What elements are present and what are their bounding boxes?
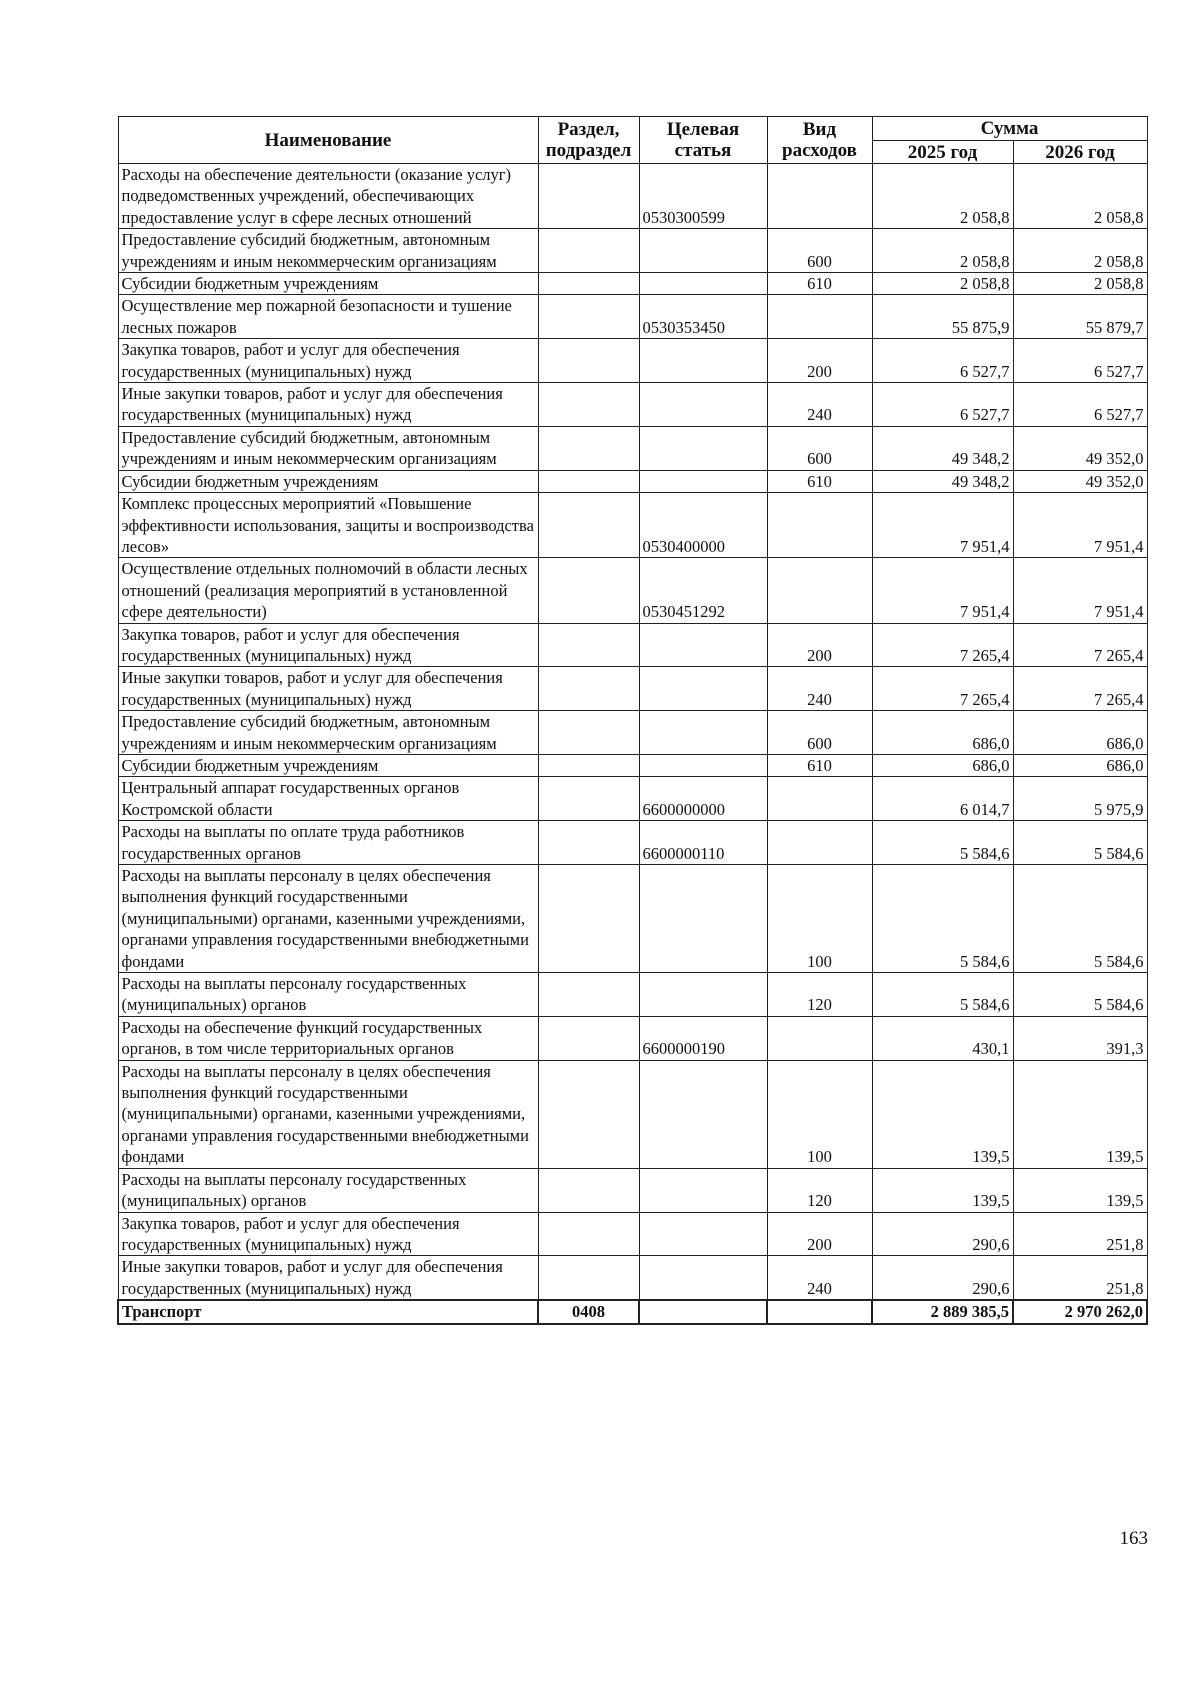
row-target-cell [639,470,767,492]
header-kind: Вид расходов [767,117,872,164]
row-target-cell [639,865,767,973]
row-section-cell [538,493,639,558]
row-target-cell: 0530400000 [639,493,767,558]
table-header [118,117,1147,164]
row-section-cell [538,295,639,339]
row-kind-cell: 610 [767,470,872,492]
row-name-cell: Расходы на выплаты персоналу в целях обеспечения выполнения функций государственными (муниципальными) органами, казенными учреждениями, органами управления государственными внебюджетными фондами [118,1060,538,1168]
table-row [118,1060,1147,1168]
row-kind-cell: 600 [767,229,872,273]
row-section-cell [538,777,639,821]
row-sum-2025-cell: 6 527,7 [872,383,1013,427]
row-name-cell: Расходы на выплаты персоналу государственных (муниципальных) органов [118,1168,538,1212]
row-sum-2025-cell: 686,0 [872,711,1013,755]
row-name-cell: Центральный аппарат государственных органов Костромской области [118,777,538,821]
row-section-cell [538,821,639,865]
row-sum-2025-cell: 290,6 [872,1212,1013,1256]
row-sum-2025-cell: 55 875,9 [872,295,1013,339]
table-row [118,164,1147,229]
row-name-cell: Иные закупки товаров, работ и услуг для обеспечения государственных (муниципальных) нужд [118,383,538,427]
row-sum-2026-cell: 7 265,4 [1013,667,1147,711]
row-name-cell: Транспорт [118,1300,538,1323]
row-sum-2026-cell: 7 951,4 [1013,558,1147,623]
row-section-cell [538,667,639,711]
header-section: Раздел, подраздел [538,117,639,164]
row-section-cell [538,339,639,383]
row-sum-2025-cell: 5 584,6 [872,865,1013,973]
row-target-cell [639,711,767,755]
table-row [118,273,1147,295]
row-sum-2026-cell: 686,0 [1013,711,1147,755]
row-kind-cell: 240 [767,667,872,711]
row-target-cell [639,973,767,1017]
row-target-cell [639,1168,767,1212]
row-kind-cell [767,164,872,229]
row-name-cell: Расходы на выплаты по оплате труда работников государственных органов [118,821,538,865]
row-sum-2025-cell: 6 014,7 [872,777,1013,821]
row-target-cell [639,273,767,295]
table-row [118,383,1147,427]
row-sum-2025-cell: 2 058,8 [872,273,1013,295]
row-sum-2025-cell: 2 058,8 [872,164,1013,229]
row-kind-cell [767,1016,872,1060]
row-kind-cell: 120 [767,1168,872,1212]
row-target-cell [639,1212,767,1256]
row-sum-2026-cell: 49 352,0 [1013,426,1147,470]
header-sum: Сумма [872,117,1147,141]
row-sum-2025-cell: 5 584,6 [872,973,1013,1017]
table-row [118,711,1147,755]
row-target-cell: 6600000000 [639,777,767,821]
row-kind-cell [767,295,872,339]
table-row [118,1256,1147,1300]
row-name-cell: Предоставление субсидий бюджетным, автономным учреждениям и иным некоммерческим организациям [118,426,538,470]
table-row [118,623,1147,667]
table-row [118,493,1147,558]
row-section-cell [538,1212,639,1256]
row-kind-cell: 100 [767,865,872,973]
row-name-cell: Иные закупки товаров, работ и услуг для обеспечения государственных (муниципальных) нужд [118,667,538,711]
row-target-cell: 0530451292 [639,558,767,623]
row-sum-2026-cell: 49 352,0 [1013,470,1147,492]
row-sum-2025-cell: 290,6 [872,1256,1013,1300]
row-sum-2026-cell: 391,3 [1013,1016,1147,1060]
table-total-row [118,1300,1147,1323]
row-name-cell: Закупка товаров, работ и услуг для обеспечения государственных (муниципальных) нужд [118,623,538,667]
table-row [118,295,1147,339]
header-year-2025: 2025 год [872,141,1013,164]
row-kind-cell [767,777,872,821]
table-body [118,164,1147,1324]
row-target-cell [639,339,767,383]
row-sum-2026-cell: 5 584,6 [1013,973,1147,1017]
table-row [118,777,1147,821]
row-sum-2026-cell: 251,8 [1013,1212,1147,1256]
row-name-cell: Закупка товаров, работ и услуг для обеспечения государственных (муниципальных) нужд [118,339,538,383]
row-kind-cell [767,558,872,623]
row-sum-2026-cell: 5 584,6 [1013,865,1147,973]
row-name-cell: Закупка товаров, работ и услуг для обеспечения государственных (муниципальных) нужд [118,1212,538,1256]
row-kind-cell: 120 [767,973,872,1017]
row-target-cell: 0530353450 [639,295,767,339]
row-sum-2025-cell: 2 058,8 [872,229,1013,273]
table-row [118,558,1147,623]
row-section-cell [538,164,639,229]
table-row [118,821,1147,865]
row-sum-2026-cell: 2 058,8 [1013,273,1147,295]
row-kind-cell: 200 [767,1212,872,1256]
table-row [118,426,1147,470]
table-row [118,667,1147,711]
row-section-cell [538,1168,639,1212]
table-row [118,470,1147,492]
row-sum-2026-cell: 2 970 262,0 [1013,1300,1147,1323]
row-kind-cell [767,493,872,558]
row-target-cell [639,1060,767,1168]
row-section-cell [538,426,639,470]
row-sum-2025-cell: 7 951,4 [872,558,1013,623]
page-number: 163 [1119,1528,1148,1549]
row-sum-2025-cell: 6 527,7 [872,339,1013,383]
row-kind-cell: 200 [767,339,872,383]
row-kind-cell: 100 [767,1060,872,1168]
row-section-cell [538,1256,639,1300]
row-sum-2026-cell: 5 584,6 [1013,821,1147,865]
row-name-cell: Расходы на обеспечение функций государственных органов, в том числе территориальных органов [118,1016,538,1060]
table-row [118,229,1147,273]
row-name-cell: Субсидии бюджетным учреждениям [118,470,538,492]
table-row [118,339,1147,383]
row-target-cell [639,383,767,427]
row-sum-2026-cell: 5 975,9 [1013,777,1147,821]
table-row [118,1212,1147,1256]
row-kind-cell: 610 [767,273,872,295]
row-section-cell [538,383,639,427]
row-sum-2025-cell: 5 584,6 [872,821,1013,865]
header-target: Целевая статья [639,117,767,164]
row-sum-2026-cell: 251,8 [1013,1256,1147,1300]
row-section-cell [538,1060,639,1168]
budget-table [117,116,1148,1325]
row-section-cell [538,229,639,273]
header-year-2026: 2026 год [1013,141,1147,164]
row-target-cell [639,1300,767,1323]
row-target-cell: 6600000190 [639,1016,767,1060]
row-section-cell [538,273,639,295]
row-name-cell: Предоставление субсидий бюджетным, автономным учреждениям и иным некоммерческим организациям [118,229,538,273]
row-sum-2026-cell: 2 058,8 [1013,229,1147,273]
row-kind-cell: 600 [767,426,872,470]
row-sum-2026-cell: 6 527,7 [1013,383,1147,427]
row-section-cell [538,711,639,755]
row-section-cell [538,558,639,623]
row-kind-cell: 610 [767,754,872,776]
row-sum-2025-cell: 49 348,2 [872,470,1013,492]
row-section-cell: 0408 [538,1300,639,1323]
row-name-cell: Комплекс процессных мероприятий «Повышение эффективности использования, защиты и воспроизводства лесов» [118,493,538,558]
row-target-cell [639,229,767,273]
row-sum-2026-cell: 55 879,7 [1013,295,1147,339]
row-section-cell [538,623,639,667]
row-target-cell [639,623,767,667]
row-sum-2026-cell: 139,5 [1013,1060,1147,1168]
row-target-cell [639,426,767,470]
row-kind-cell: 240 [767,1256,872,1300]
row-target-cell [639,1256,767,1300]
row-target-cell: 0530300599 [639,164,767,229]
row-section-cell [538,1016,639,1060]
row-target-cell [639,667,767,711]
row-sum-2026-cell: 7 951,4 [1013,493,1147,558]
row-section-cell [538,865,639,973]
row-name-cell: Осуществление мер пожарной безопасности и тушение лесных пожаров [118,295,538,339]
row-sum-2025-cell: 7 265,4 [872,667,1013,711]
row-section-cell [538,470,639,492]
row-sum-2025-cell: 49 348,2 [872,426,1013,470]
row-section-cell [538,973,639,1017]
table-row [118,973,1147,1017]
row-sum-2026-cell: 139,5 [1013,1168,1147,1212]
table-row [118,1016,1147,1060]
header-name: Наименование [118,117,538,164]
table-row [118,865,1147,973]
row-sum-2025-cell: 139,5 [872,1060,1013,1168]
row-sum-2026-cell: 6 527,7 [1013,339,1147,383]
row-name-cell: Расходы на выплаты персоналу в целях обеспечения выполнения функций государственными (муниципальными) органами, казенными учреждениями, органами управления государственными внебюджетными фондами [118,865,538,973]
table-row [118,1168,1147,1212]
row-sum-2025-cell: 686,0 [872,754,1013,776]
row-name-cell: Расходы на обеспечение деятельности (оказание услуг) подведомственных учреждений, обеспечивающих предоставление услуг в сфере лесных отношений [118,164,538,229]
row-name-cell: Субсидии бюджетным учреждениям [118,754,538,776]
row-kind-cell: 240 [767,383,872,427]
table-row [118,754,1147,776]
row-sum-2025-cell: 2 889 385,5 [872,1300,1013,1323]
row-name-cell: Осуществление отдельных полномочий в области лесных отношений (реализация мероприятий в установленной сфере деятельности) [118,558,538,623]
row-name-cell: Расходы на выплаты персоналу государственных (муниципальных) органов [118,973,538,1017]
row-target-cell [639,754,767,776]
row-sum-2025-cell: 7 265,4 [872,623,1013,667]
row-kind-cell: 200 [767,623,872,667]
row-target-cell: 6600000110 [639,821,767,865]
row-kind-cell: 600 [767,711,872,755]
row-kind-cell [767,821,872,865]
row-sum-2025-cell: 7 951,4 [872,493,1013,558]
row-kind-cell [767,1300,872,1323]
row-sum-2026-cell: 7 265,4 [1013,623,1147,667]
row-sum-2026-cell: 686,0 [1013,754,1147,776]
row-section-cell [538,754,639,776]
row-name-cell: Предоставление субсидий бюджетным, автономным учреждениям и иным некоммерческим организациям [118,711,538,755]
row-name-cell: Иные закупки товаров, работ и услуг для обеспечения государственных (муниципальных) нужд [118,1256,538,1300]
row-sum-2025-cell: 430,1 [872,1016,1013,1060]
row-sum-2026-cell: 2 058,8 [1013,164,1147,229]
row-sum-2025-cell: 139,5 [872,1168,1013,1212]
row-name-cell: Субсидии бюджетным учреждениям [118,273,538,295]
